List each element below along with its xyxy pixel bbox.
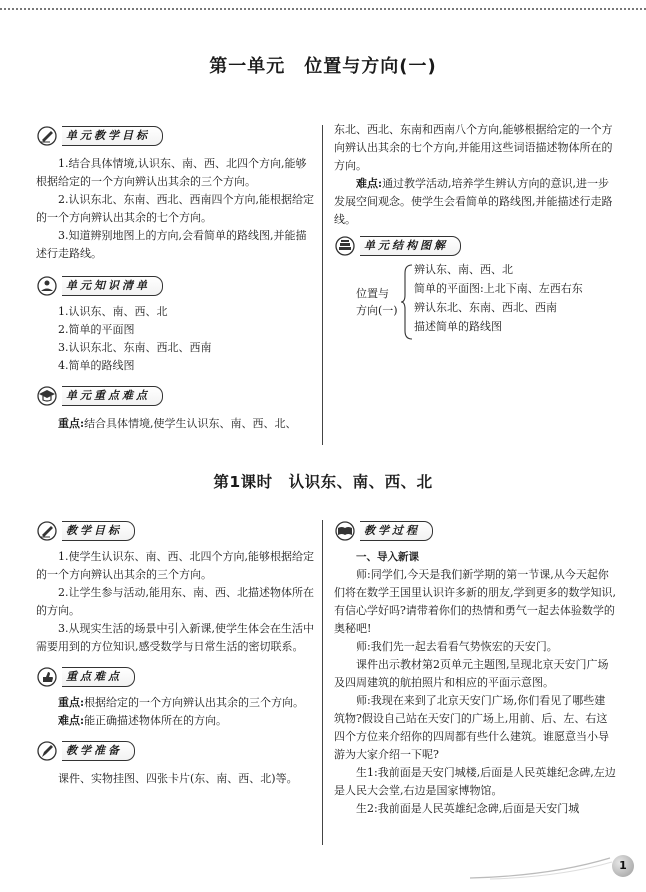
teach-difficulty-text: 难点:能正确描述物体所在的方向。 bbox=[58, 714, 228, 727]
unit-difficulty-text: 难点:通过教学活动,培养学生辨认方向的意识,进一步发展空间观念。使学生会看简单的路线图,并能描述行走路线。 bbox=[334, 177, 613, 226]
unit-structure-heading: 单元结构图解 bbox=[334, 235, 616, 257]
list-item: 4.简单的路线图 bbox=[58, 359, 135, 372]
list-item: 1.认识东、南、西、北 bbox=[58, 305, 168, 318]
unit-right-column bbox=[334, 121, 616, 351]
teach-process-body bbox=[334, 548, 616, 818]
lesson-right-column bbox=[334, 520, 616, 818]
unit-key-heading: 单元重点难点 bbox=[36, 385, 316, 407]
unit-knowledge-list bbox=[36, 303, 316, 375]
structure-item: 辨认东北、东南、西北、西南 bbox=[414, 301, 557, 314]
teach-key-text: 重点:根据给定的一个方向辨认出其余的三个方向。 bbox=[58, 696, 305, 709]
book-reader-icon bbox=[36, 275, 62, 297]
list-item: 2.让学生参与活动,能用东、南、西、北描述物体所在的方向。 bbox=[36, 586, 314, 617]
lesson-left-column bbox=[36, 520, 316, 788]
page-corner-swoosh bbox=[470, 850, 620, 880]
structure-brace bbox=[400, 263, 414, 341]
paragraph: 课件出示教材第2页单元主题图,呈现北京天安门广场及四周建筑的航拍照片和相应的平面示意图。 bbox=[334, 658, 609, 689]
thumbs-up-icon bbox=[36, 666, 62, 688]
structure-root-label: 位置与 方向(一) bbox=[356, 287, 398, 317]
list-item: 3.认识东北、东南、西北、西南 bbox=[58, 341, 212, 354]
list-item: 3.知道辨别地图上的方向,会看简单的路线图,并能描述行走路线。 bbox=[36, 229, 307, 260]
teach-goals-list bbox=[36, 548, 316, 656]
stack-books-icon bbox=[334, 235, 360, 257]
unit-goals-heading: 单元教学目标 bbox=[36, 125, 316, 147]
open-book-icon bbox=[334, 520, 360, 542]
unit-key-text: 重点:结合具体情境,使学生认识东、南、西、北、 bbox=[58, 417, 297, 430]
structure-item: 简单的平面图:上北下南、左西右东 bbox=[414, 282, 583, 295]
teach-prep-text: 课件、实物挂图、四张卡片(东、南、西、北)等。 bbox=[58, 772, 298, 785]
teach-process-heading: 教学过程 bbox=[334, 520, 616, 542]
page-number: 1 bbox=[612, 855, 634, 877]
list-item: 2.认识东北、东南、西北、西南四个方向,能根据给定的一个方向辨认出其余的七个方向。 bbox=[36, 193, 314, 224]
pen-notebook-icon bbox=[36, 125, 62, 147]
teach-key-block bbox=[36, 694, 316, 730]
teach-key-heading: 重点难点 bbox=[36, 666, 316, 688]
section-heading: 一、导入新课 bbox=[356, 551, 419, 563]
graduation-cap-icon bbox=[36, 385, 62, 407]
unit-title: 第一单元 位置与方向(一) bbox=[209, 56, 437, 77]
unit-key-continuation: 东北、西北、东南和西南八个方向,能够根据给定的一个方向辨认出其余的七个方向,并能用这些词语描述物体所在的方向。 bbox=[334, 123, 613, 172]
list-item: 3.从现实生活的场景中引入新课,使学生体会在生活中需要用到的方位知识,感受数学与日常生活的密切联系。 bbox=[36, 622, 314, 653]
lesson-title: 第1课时 认识东、南、西、北 bbox=[213, 473, 433, 491]
list-item: 1.结合具体情境,认识东、南、西、北四个方向,能够根据给定的一个方向辨认出其余的三个方向。 bbox=[36, 157, 307, 188]
paragraph: 师:我们先一起去看看气势恢宏的天安门。 bbox=[356, 640, 558, 653]
pen-notebook-icon bbox=[36, 520, 62, 542]
unit-goals-list bbox=[36, 155, 316, 263]
unit-knowledge-heading: 单元知识清单 bbox=[36, 275, 316, 297]
column-divider bbox=[322, 520, 323, 845]
list-item: 1.使学生认识东、南、西、北四个方向,能够根据给定的一个方向辨认出其余的三个方向。 bbox=[36, 550, 314, 581]
unit-left-column bbox=[36, 125, 316, 433]
paragraph: 师:我现在来到了北京天安门广场,你们看见了哪些建筑物?假设自己站在天安门的广场上,用前、后、左、右这四个方位来介绍你的四周都有些什么建筑。谁愿意当小导游为大家介绍一下呢? bbox=[334, 694, 609, 761]
structure-item: 描述简单的路线图 bbox=[414, 320, 502, 333]
paragraph: 生2:我前面是人民英雄纪念碑,后面是天安门城 bbox=[356, 802, 580, 815]
paragraph: 师:同学们,今天是我们新学期的第一节课,从今天起你们将在数学王国里认识许多新的朋友,学到更多的数学知识,有信心学好吗?请带着你们的热情和勇气一起去体验数学的奥秘吧! bbox=[334, 568, 616, 635]
list-item: 2.简单的平面图 bbox=[58, 323, 135, 336]
teach-prep-heading: 教学准备 bbox=[36, 740, 316, 762]
structure-item: 辨认东、南、西、北 bbox=[414, 263, 513, 276]
top-dotted-rule bbox=[0, 8, 646, 10]
unit-structure-diagram bbox=[334, 261, 616, 351]
pencil-icon bbox=[36, 740, 62, 762]
teach-goals-heading: 教学目标 bbox=[36, 520, 316, 542]
column-divider bbox=[322, 125, 323, 445]
paragraph: 生1:我前面是天安门城楼,后面是人民英雄纪念碑,左边是人民大会堂,右边是国家博物馆。 bbox=[334, 766, 616, 797]
